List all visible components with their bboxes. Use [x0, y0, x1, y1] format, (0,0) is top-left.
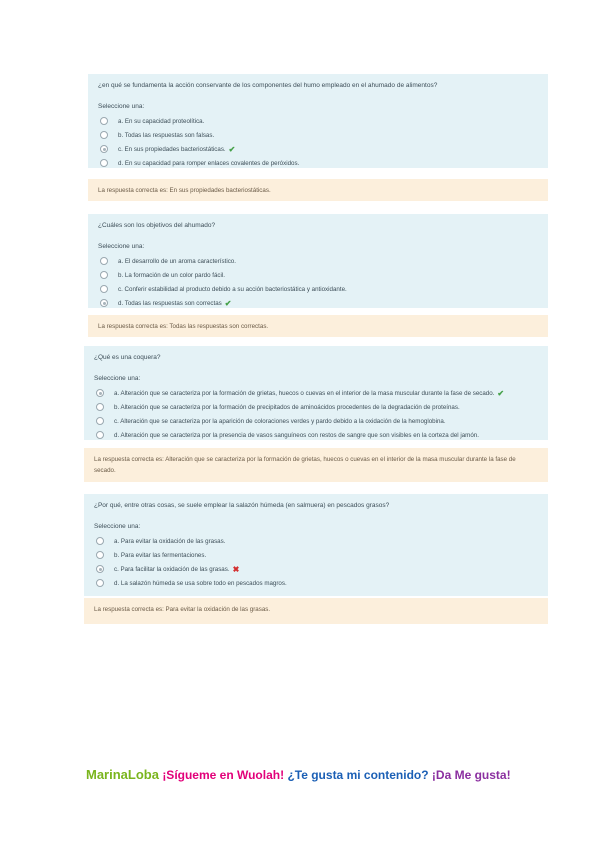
radio-button[interactable] [100, 257, 108, 265]
radio-button[interactable] [100, 271, 108, 279]
option-d[interactable] [98, 156, 538, 170]
question-text: ¿en qué se fundamenta la acción conservante de los componentes del humo empleado en el ahumado de alimentos? [98, 82, 438, 89]
option-d[interactable] [94, 428, 538, 442]
option-label: c. En sus propiedades bacteriostáticas. [118, 145, 226, 153]
check-icon: ✔ [497, 388, 505, 398]
option-label: b. Para evitar las fermentaciones. [114, 551, 207, 559]
radio-button[interactable] [100, 117, 108, 125]
feedback-4: La respuesta correcta es: Para evitar la oxidación de las grasas. [84, 598, 548, 624]
option-label: c. Alteración que se caracteriza por la aparición de coloraciones verdes y pardo debido a la oxidación de la hemoglobina. [114, 417, 446, 425]
promo-banner [86, 767, 511, 782]
option-label: b. La formación de un color pardo fácil. [118, 271, 225, 279]
option-a[interactable] [98, 254, 538, 268]
question-1 [88, 74, 548, 168]
option-c[interactable] [98, 282, 538, 296]
option-label: a. Para evitar la oxidación de las grasas. [114, 537, 226, 545]
option-label: d. Alteración que se caracteriza por la presencia de vasos sanguíneos con restos de sangre que son visibles en la corteza del jamón. [114, 431, 479, 439]
radio-button[interactable] [96, 551, 104, 559]
radio-button[interactable] [100, 145, 108, 153]
question-3 [84, 346, 548, 440]
option-label: c. Para facilitar la oxidación de las grasas. [114, 565, 230, 573]
option-label: a. Alteración que se caracteriza por la formación de grietas, huecos o cuevas en el interior de la masa muscular durante la fase de secado. [114, 389, 495, 397]
promo-follow: ¡Sígueme en Wuolah! [162, 768, 285, 782]
option-label: d. En su capacidad para romper enlaces covalentes de peróxidos. [118, 159, 300, 167]
radio-button[interactable] [96, 403, 104, 411]
radio-button[interactable] [96, 417, 104, 425]
select-label: Seleccione una: [94, 523, 141, 530]
option-label: b. Alteración que se caracteriza por la formación de precipitados de aminoácidos procedentes de la degradación de proteínas. [114, 403, 460, 411]
option-label: a. El desarrollo de un aroma característico. [118, 257, 236, 265]
brand-name[interactable]: MarinaLoba [86, 767, 159, 782]
cross-icon: ✖ [232, 564, 240, 574]
radio-button[interactable] [100, 285, 108, 293]
option-label: b. Todas las respuestas son falsas. [118, 131, 215, 139]
option-a[interactable] [98, 114, 538, 128]
feedback-1: La respuesta correcta es: En sus propiedades bacteriostáticas. [88, 179, 548, 201]
radio-button[interactable] [100, 131, 108, 139]
radio-button[interactable] [96, 565, 104, 573]
feedback-3: La respuesta correcta es: Alteración que se caracteriza por la formación de grietas, huecos o cuevas en el interior de la masa muscular durante la fase de secado. [84, 448, 548, 482]
option-b[interactable] [98, 128, 538, 142]
option-a[interactable] [94, 534, 538, 548]
option-c[interactable] [98, 142, 538, 156]
option-label: a. En su capacidad proteolítica. [118, 117, 205, 125]
option-label: c. Conferir estabilidad al producto debido a su acción bacteriostática y antioxidante. [118, 285, 347, 293]
question-text: ¿Por qué, entre otras cosas, se suele emplear la salazón húmeda (en salmuera) en pescados grasos? [94, 502, 390, 509]
option-b[interactable] [94, 400, 538, 414]
question-2 [88, 214, 548, 308]
option-d[interactable] [98, 296, 538, 310]
feedback-2: La respuesta correcta es: Todas las respuestas son correctas. [88, 315, 548, 337]
check-icon: ✔ [224, 298, 232, 308]
select-label: Seleccione una: [94, 375, 141, 382]
option-c[interactable] [94, 414, 538, 428]
select-label: Seleccione una: [98, 243, 145, 250]
radio-button[interactable] [100, 159, 108, 167]
check-icon: ✔ [228, 144, 236, 154]
radio-button[interactable] [96, 431, 104, 439]
question-text: ¿Qué es una coquera? [94, 354, 161, 361]
option-label: d. La salazón húmeda se usa sobre todo en pescados magros. [114, 579, 287, 587]
promo-question: ¿Te gusta mi contenido? [287, 768, 429, 782]
question-4 [84, 494, 548, 596]
option-d[interactable] [94, 576, 538, 590]
option-label: d. Todas las respuestas son correctas [118, 299, 222, 307]
option-c[interactable] [94, 562, 538, 576]
radio-button[interactable] [100, 299, 108, 307]
radio-button[interactable] [96, 389, 104, 397]
question-text: ¿Cuáles son los objetivos del ahumado? [98, 222, 216, 229]
promo-like: ¡Da Me gusta! [431, 768, 511, 782]
radio-button[interactable] [96, 579, 104, 587]
option-a[interactable] [94, 386, 538, 400]
option-b[interactable] [94, 548, 538, 562]
radio-button[interactable] [96, 537, 104, 545]
select-label: Seleccione una: [98, 103, 145, 110]
option-b[interactable] [98, 268, 538, 282]
